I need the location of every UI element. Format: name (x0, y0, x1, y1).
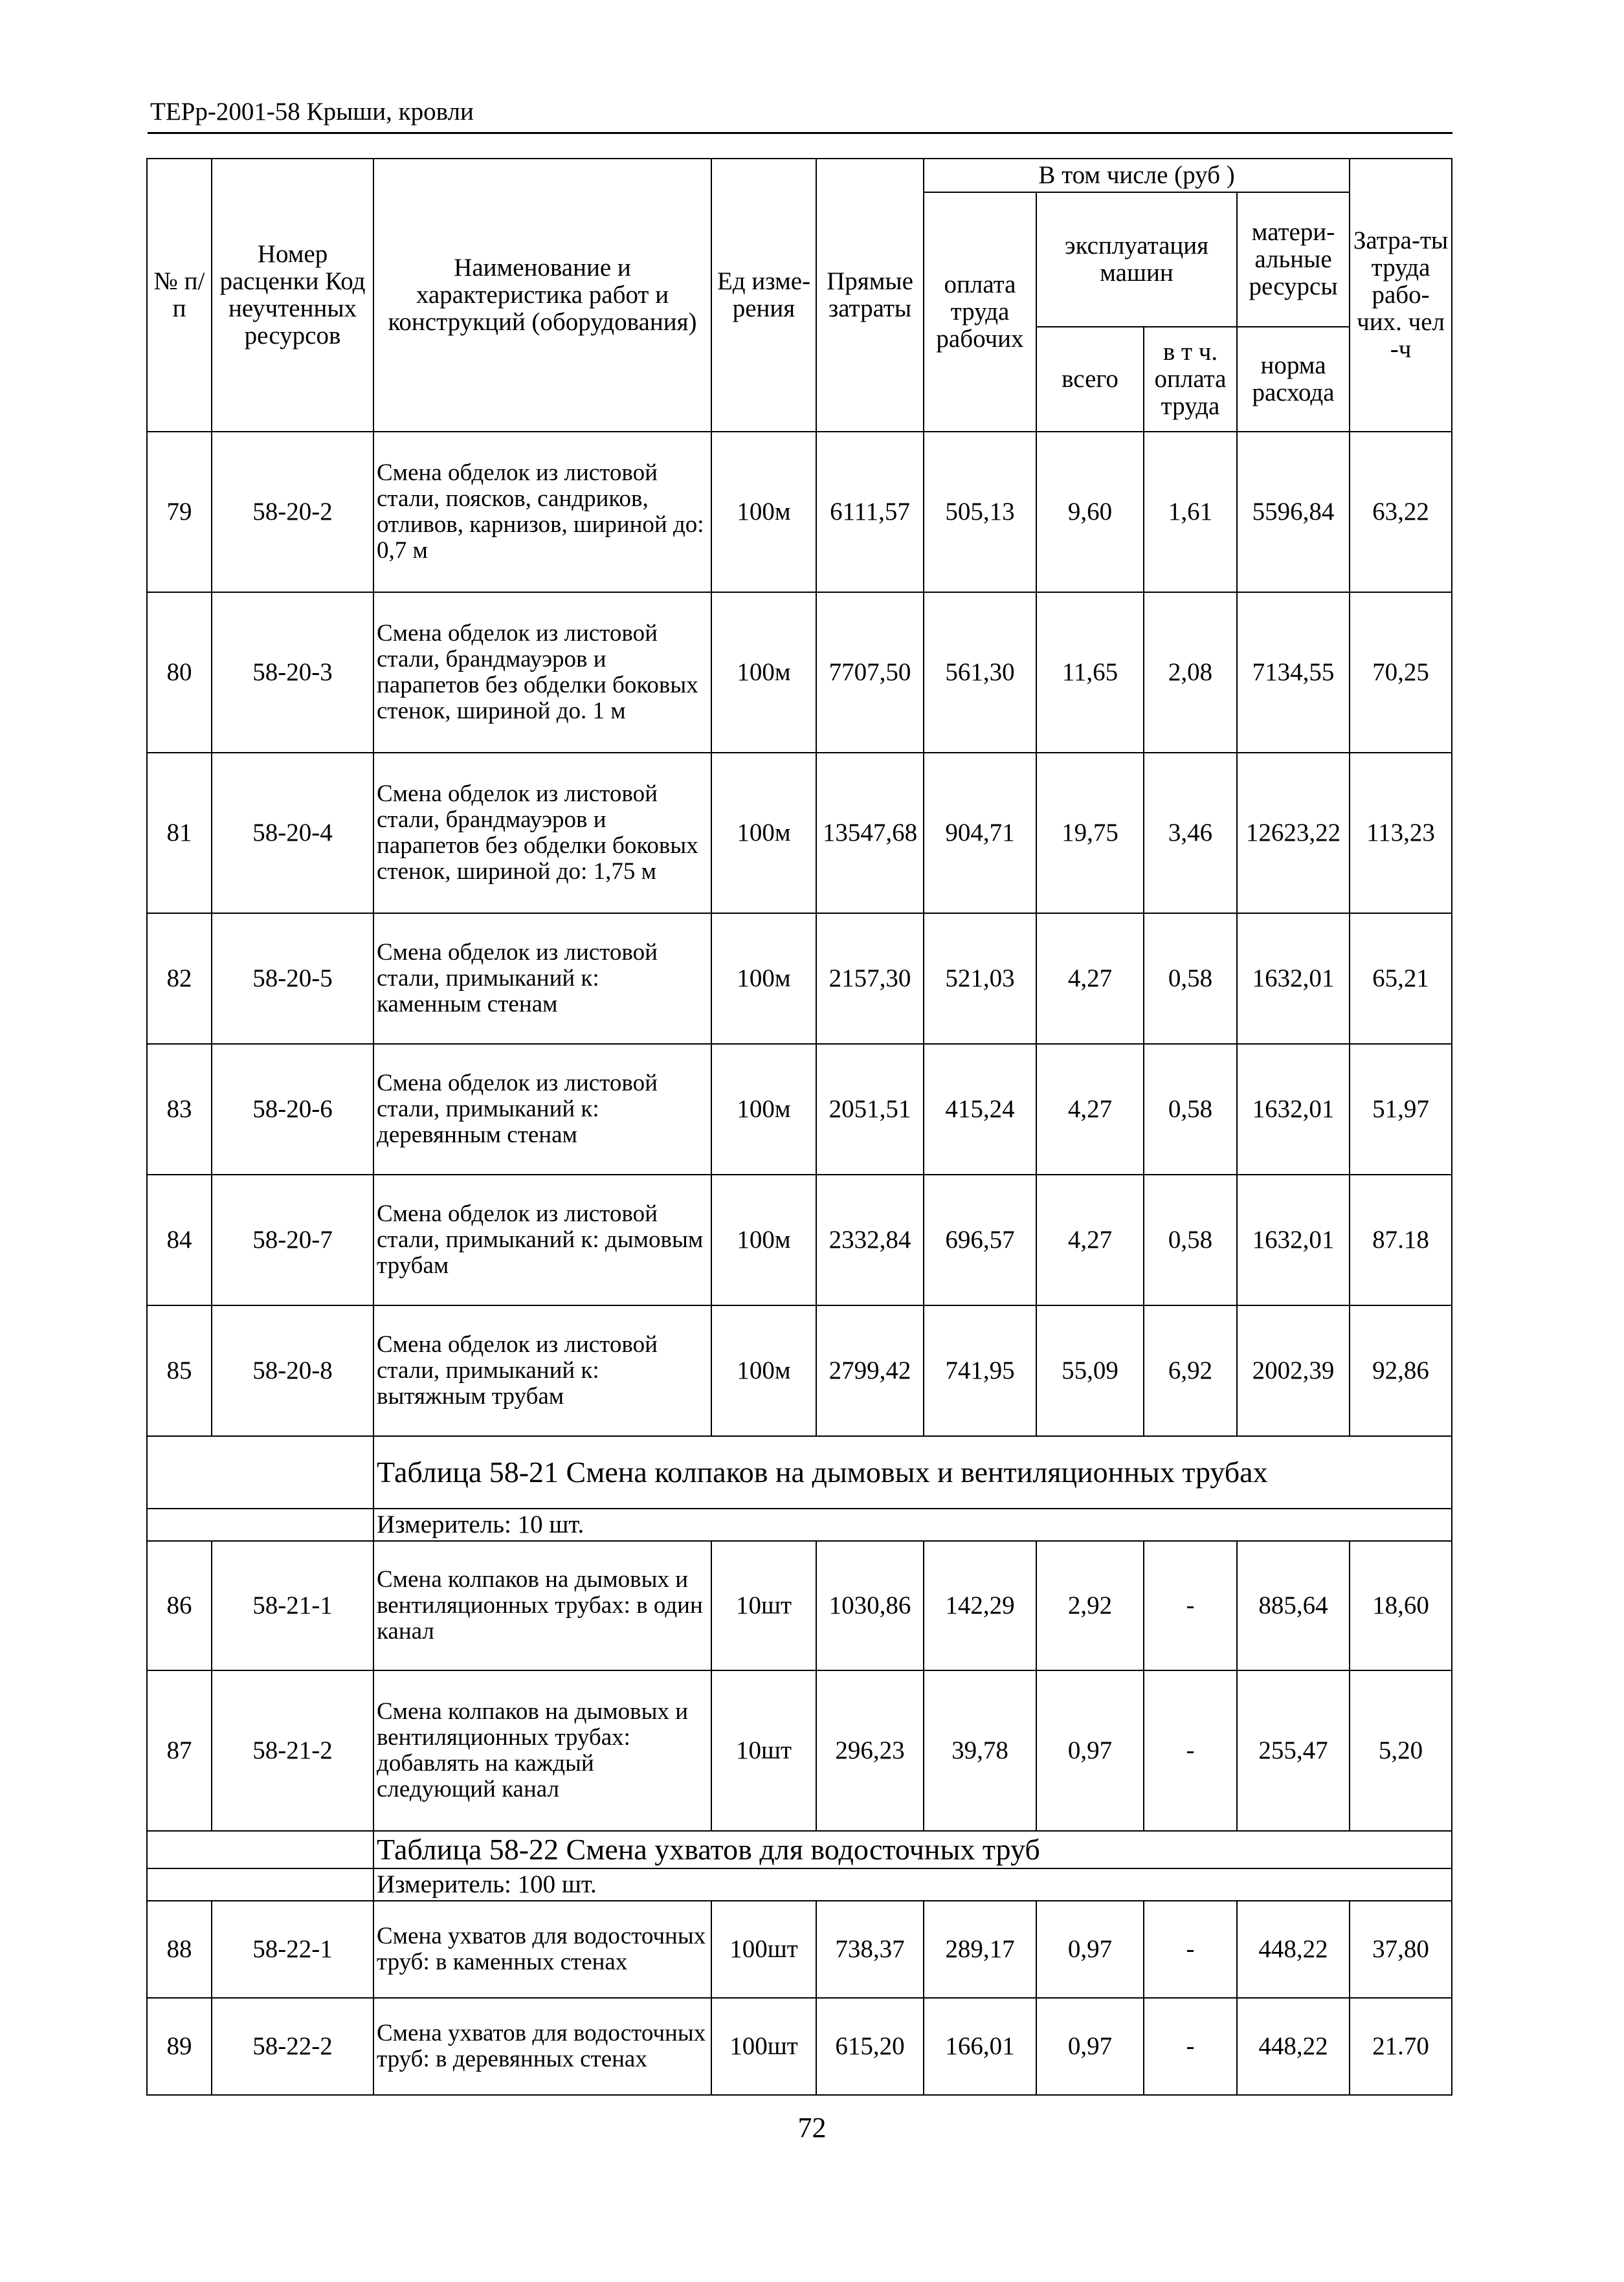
table-row (147, 432, 1452, 592)
rate-code: 58-20-4 (212, 753, 373, 913)
machines-labor-pay: 0,58 (1144, 913, 1237, 1044)
labor-hours: 70,25 (1350, 592, 1452, 753)
work-name: Смена колпаков на дымовых и вентиляционных трубах: добавлять на каждый следующий канал (373, 1670, 711, 1831)
row-number: 89 (147, 1998, 212, 2095)
labor-pay: 521,03 (924, 913, 1036, 1044)
materials: 448,22 (1237, 1998, 1350, 2095)
work-name: Смена обделок из листовой стали, примыканий к: каменным стенам (373, 913, 711, 1044)
table-row (147, 913, 1452, 1044)
work-name: Смена ухватов для водосточных труб: в каменных стенах (373, 1901, 711, 1998)
rate-code: 58-21-2 (212, 1670, 373, 1831)
machines-total: 11,65 (1036, 592, 1144, 753)
work-name: Смена обделок из листовой стали, примыканий к: вытяжным трубам (373, 1305, 711, 1436)
section-spacer (147, 1831, 373, 1868)
meter-spacer (147, 1868, 373, 1901)
section-title-row (147, 1436, 1452, 1509)
direct-costs: 6111,57 (816, 432, 924, 592)
labor-pay: 741,95 (924, 1305, 1036, 1436)
direct-costs: 2051,51 (816, 1044, 924, 1175)
materials: 12623,22 (1237, 753, 1350, 913)
machines-total: 0,97 (1036, 1901, 1144, 1998)
meter-row (147, 1509, 1452, 1541)
rate-code: 58-20-3 (212, 592, 373, 753)
machines-total: 55,09 (1036, 1305, 1144, 1436)
header-name: Наименование и характеристика работ и конструкций (оборудования) (373, 159, 711, 432)
row-number: 80 (147, 592, 212, 753)
work-name: Смена обделок из листовой стали, поясков, сандриков, отливов, карнизов, шириной до: 0,7 м (373, 432, 711, 592)
materials: 885,64 (1237, 1541, 1350, 1670)
direct-costs: 615,20 (816, 1998, 924, 2095)
table-row (147, 1670, 1452, 1831)
materials: 7134,55 (1237, 592, 1350, 753)
table-header (147, 159, 1452, 432)
rate-code: 58-20-7 (212, 1175, 373, 1305)
section-title-58-21: Таблица 58-21 Смена колпаков на дымовых и вентиляционных трубах (373, 1436, 1452, 1509)
unit: 100м (711, 1175, 816, 1305)
table-row (147, 1044, 1452, 1175)
unit: 100шт (711, 1998, 816, 2095)
meter-58-22: Измеритель: 100 шт. (373, 1868, 1452, 1901)
work-name: Смена обделок из листовой стали, брандмауэров и парапетов без обделки боковых стенок, шириной до. 1 м (373, 592, 711, 753)
rates-table (146, 158, 1452, 2096)
machines-labor-pay: 1,61 (1144, 432, 1237, 592)
machines-labor-pay: 6,92 (1144, 1305, 1237, 1436)
section-title-58-22: Таблица 58-22 Смена ухватов для водосточных труб (373, 1831, 1452, 1868)
labor-hours: 37,80 (1350, 1901, 1452, 1998)
labor-hours: 21.70 (1350, 1998, 1452, 2095)
header-including: В том числе (руб ) (924, 159, 1350, 192)
materials: 255,47 (1237, 1670, 1350, 1831)
work-name: Смена ухватов для водосточных труб: в деревянных стенах (373, 1998, 711, 2095)
meter-58-21: Измеритель: 10 шт. (373, 1509, 1452, 1541)
labor-hours: 65,21 (1350, 913, 1452, 1044)
machines-total: 4,27 (1036, 1044, 1144, 1175)
table-row (147, 1175, 1452, 1305)
header-rule (148, 132, 1452, 134)
meter-spacer (147, 1509, 373, 1541)
table-row (147, 753, 1452, 913)
materials: 1632,01 (1237, 913, 1350, 1044)
machines-total: 0,97 (1036, 1670, 1144, 1831)
direct-costs: 738,37 (816, 1901, 924, 1998)
row-number: 85 (147, 1305, 212, 1436)
section-spacer (147, 1436, 373, 1509)
direct-costs: 2332,84 (816, 1175, 924, 1305)
table-row (147, 1998, 1452, 2095)
machines-total: 2,92 (1036, 1541, 1144, 1670)
labor-pay: 289,17 (924, 1901, 1036, 1998)
header-machines-pay: в т ч. оплата труда (1144, 327, 1237, 432)
machines-labor-pay: 0,58 (1144, 1175, 1237, 1305)
labor-pay: 505,13 (924, 432, 1036, 592)
rate-code: 58-20-8 (212, 1305, 373, 1436)
unit: 100шт (711, 1901, 816, 1998)
rate-code: 58-21-1 (212, 1541, 373, 1670)
row-number: 84 (147, 1175, 212, 1305)
header-machines: эксплуатация машин (1036, 192, 1237, 327)
labor-pay: 696,57 (924, 1175, 1036, 1305)
page-number: 72 (797, 2112, 827, 2144)
machines-labor-pay: - (1144, 1541, 1237, 1670)
header-materials: матери-альные ресурсы (1237, 192, 1350, 327)
meter-row (147, 1868, 1452, 1901)
unit: 100м (711, 1044, 816, 1175)
materials: 448,22 (1237, 1901, 1350, 1998)
machines-labor-pay: 3,46 (1144, 753, 1237, 913)
labor-pay: 904,71 (924, 753, 1036, 913)
table-row (147, 1305, 1452, 1436)
unit: 100м (711, 913, 816, 1044)
machines-total: 0,97 (1036, 1998, 1144, 2095)
direct-costs: 7707,50 (816, 592, 924, 753)
header-unit: Ед изме-рения (711, 159, 816, 432)
header-labor-pay: оплата труда рабочих (924, 192, 1036, 432)
labor-hours: 87.18 (1350, 1175, 1452, 1305)
labor-pay: 166,01 (924, 1998, 1036, 2095)
labor-pay: 39,78 (924, 1670, 1036, 1831)
rate-code: 58-20-2 (212, 432, 373, 592)
row-number: 81 (147, 753, 212, 913)
row-number: 88 (147, 1901, 212, 1998)
rate-code: 58-22-2 (212, 1998, 373, 2095)
header-code: Номер расценки Код неучтенных ресурсов (212, 159, 373, 432)
section-title-row (147, 1831, 1452, 1868)
table-row (147, 1901, 1452, 1998)
unit: 100м (711, 592, 816, 753)
running-header: ТЕРр-2001-58 Крыши, кровли (150, 98, 474, 126)
table-row (147, 592, 1452, 753)
table-row (147, 1541, 1452, 1670)
machines-labor-pay: - (1144, 1901, 1237, 1998)
direct-costs: 296,23 (816, 1670, 924, 1831)
header-direct-costs: Прямые затраты (816, 159, 924, 432)
rate-code: 58-22-1 (212, 1901, 373, 1998)
direct-costs: 2157,30 (816, 913, 924, 1044)
unit: 10шт (711, 1670, 816, 1831)
unit: 100м (711, 1305, 816, 1436)
direct-costs: 2799,42 (816, 1305, 924, 1436)
unit: 100м (711, 432, 816, 592)
header-num: № п/п (147, 159, 212, 432)
labor-hours: 51,97 (1350, 1044, 1452, 1175)
rate-code: 58-20-5 (212, 913, 373, 1044)
header-labor-costs: Затра-ты труда рабо-чих. чел -ч (1350, 159, 1452, 432)
direct-costs: 13547,68 (816, 753, 924, 913)
machines-labor-pay: 2,08 (1144, 592, 1237, 753)
materials: 1632,01 (1237, 1175, 1350, 1305)
row-number: 83 (147, 1044, 212, 1175)
labor-hours: 113,23 (1350, 753, 1452, 913)
labor-hours: 92,86 (1350, 1305, 1452, 1436)
materials: 2002,39 (1237, 1305, 1350, 1436)
machines-labor-pay: - (1144, 1998, 1237, 2095)
materials: 5596,84 (1237, 432, 1350, 592)
row-number: 87 (147, 1670, 212, 1831)
labor-pay: 415,24 (924, 1044, 1036, 1175)
row-number: 79 (147, 432, 212, 592)
unit: 10шт (711, 1541, 816, 1670)
work-name: Смена колпаков на дымовых и вентиляционных трубах: в один канал (373, 1541, 711, 1670)
machines-labor-pay: 0,58 (1144, 1044, 1237, 1175)
machines-total: 19,75 (1036, 753, 1144, 913)
header-norm: норма расхода (1237, 327, 1350, 432)
materials: 1632,01 (1237, 1044, 1350, 1175)
row-number: 86 (147, 1541, 212, 1670)
rate-code: 58-20-6 (212, 1044, 373, 1175)
row-number: 82 (147, 913, 212, 1044)
work-name: Смена обделок из листовой стали, примыканий к: дымовым трубам (373, 1175, 711, 1305)
machines-total: 9,60 (1036, 432, 1144, 592)
machines-total: 4,27 (1036, 1175, 1144, 1305)
labor-hours: 5,20 (1350, 1670, 1452, 1831)
direct-costs: 1030,86 (816, 1541, 924, 1670)
labor-hours: 18,60 (1350, 1541, 1452, 1670)
unit: 100м (711, 753, 816, 913)
labor-pay: 142,29 (924, 1541, 1036, 1670)
machines-labor-pay: - (1144, 1670, 1237, 1831)
labor-hours: 63,22 (1350, 432, 1452, 592)
machines-total: 4,27 (1036, 913, 1144, 1044)
header-machines-total: всего (1036, 327, 1144, 432)
work-name: Смена обделок из листовой стали, брандмауэров и парапетов без обделки боковых стенок, шириной до: 1,75 м (373, 753, 711, 913)
labor-pay: 561,30 (924, 592, 1036, 753)
work-name: Смена обделок из листовой стали, примыканий к: деревянным стенам (373, 1044, 711, 1175)
